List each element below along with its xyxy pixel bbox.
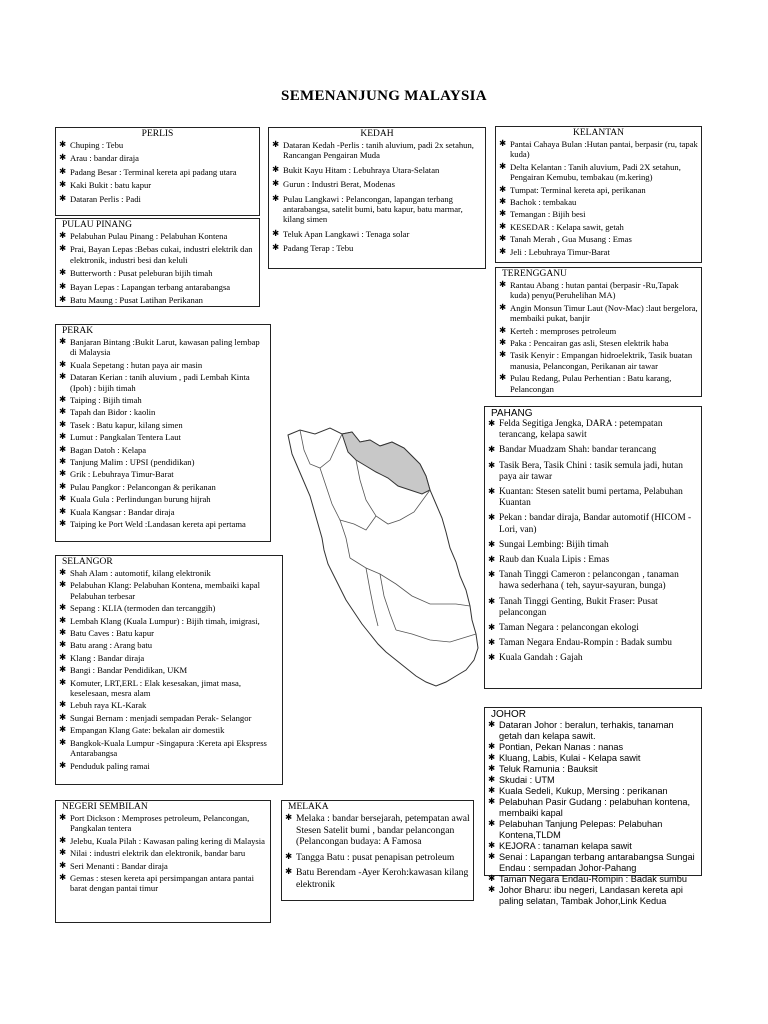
state-item: ✱ Bangkok-Kuala Lumpur -Singapura :Kereta api Ekspress Antarabangsa (59, 738, 280, 759)
state-item: ✱ Taiping : Bijih timah (59, 395, 268, 405)
state-item: ✱ Shah Alam : automotif, kilang elektronik (59, 568, 280, 578)
state-box-kelantan (495, 126, 702, 263)
state-item: ✱ Pelabuhan Tanjung Pelepas: Pelabuhan Kontena,TLDM (488, 819, 699, 841)
state-item: ✱ Komuter, LRT,ERL : Elak kesesakan, jimat masa, keselesaan, mesra alam (59, 678, 280, 699)
state-box-perak (55, 324, 271, 542)
state-items (56, 813, 270, 894)
state-item: ✱ Tapah dan Bidor : kaolin (59, 407, 268, 417)
state-item: ✱ Bandar Muadzam Shah: bandar terancang (488, 445, 699, 456)
state-item: ✱ Kuala Gula : Perlindungan burung hijrah (59, 494, 268, 504)
state-items (282, 813, 473, 891)
state-item: ✱ Taman Negara Endau-Rompin : Badak sumbu (488, 874, 699, 885)
state-items (496, 139, 701, 257)
state-name: PAHANG (491, 408, 533, 419)
state-item: ✱ Jeli : Lebuhraya Timur-Barat (499, 247, 699, 257)
state-item: ✱ Sepang : KLIA (termoden dan tercanggih) (59, 603, 280, 613)
state-item: ✱ Grik : Lebuhraya Timur-Barat (59, 469, 268, 479)
state-item: ✱ Butterworth : Pusat peleburan bijih timah (59, 268, 257, 278)
state-item: ✱ Pulau Pangkor : Pelancongan & perikanan (59, 482, 268, 492)
state-items (496, 280, 701, 394)
state-item: ✱ Padang Terap : Tebu (272, 243, 483, 253)
state-item: ✱ Felda Segitiga Jengka, DARA : petempatan terancang, kelapa sawit (488, 419, 699, 441)
state-box-terengganu (495, 267, 702, 397)
state-item: ✱ Batu arang : Arang batu (59, 640, 280, 650)
state-box-negeri-sembilan (55, 800, 271, 923)
state-item: ✱ Arau : bandar diraja (59, 153, 257, 163)
state-item: ✱ Lembah Klang (Kuala Lumpur) : Bijih timah, imigrasi, (59, 616, 280, 626)
state-item: ✱ Taman Negara Endau-Rompin : Badak sumbu (488, 638, 699, 649)
state-item: ✱ Kuala Gandah : Gajah (488, 653, 699, 664)
state-item: ✱ Dataran Perlis : Padi (59, 194, 257, 204)
state-name: TERENGGANU (502, 269, 567, 279)
state-box-perlis (55, 127, 260, 216)
state-item: ✱ Kluang, Labis, Kulai - Kelapa sawit (488, 753, 699, 764)
state-item: ✱ Klang : Bandar diraja (59, 653, 280, 663)
state-item: ✱ KEJORA : tanaman kelapa sawit (488, 841, 699, 852)
state-item: ✱ Tanah Merah , Gua Musang : Emas (499, 234, 699, 244)
state-item: ✱ Kuantan: Stesen satelit bumi pertama, Pelabuhan Kuantan (488, 487, 699, 509)
state-box-selangor (55, 555, 283, 785)
state-item: ✱ Rantau Abang : hutan pantai (berpasir -Ru,Tapak kuda) penyu(Peruhelihan MA) (499, 280, 699, 301)
state-name: PERLIS (141, 129, 174, 139)
state-item: ✱ Batu Maung : Pusat Latihan Perikanan (59, 295, 257, 305)
state-box-melaka (281, 800, 474, 901)
state-item: ✱ Prai, Bayan Lepas :Bebas cukai, industri elektrik dan elektronik, industri besi dan keluli (59, 244, 257, 265)
state-item: ✱ Pontian, Pekan Nanas : nanas (488, 742, 699, 753)
state-item: ✱ Delta Kelantan : Tanih aluvium, Padi 2X setahun, Pengairan Kemubu, tembakau (m.kering) (499, 162, 699, 183)
state-box-pahang (484, 406, 702, 689)
state-item: ✱ Pantai Cahaya Bulan :Hutan pantai, berpasir (ru, tapak kuda) (499, 139, 699, 160)
state-item: ✱ Batu Berendam -Ayer Keroh:kawasan kilang elektronik (285, 867, 471, 890)
state-item: ✱ Bukit Kayu Hitam : Lebuhraya Utara-Selatan (272, 165, 483, 175)
state-items (56, 568, 282, 771)
peninsular-malaysia-map (280, 420, 485, 695)
state-box-johor (484, 707, 702, 906)
state-item: ✱ Senai : Lapangan terbang antarabangsa Sungai Endau : sempadan Johor-Pahang (488, 852, 699, 874)
state-items (269, 140, 485, 254)
state-item: ✱ Kuala Sedeli, Kukup, Mersing : perikanan (488, 786, 699, 797)
state-item: ✱ Taman Negara : pelancongan ekologi (488, 623, 699, 634)
state-items (56, 231, 259, 305)
state-item: ✱ Paka : Pencairan gas asli, Stesen elektrik haba (499, 338, 699, 348)
state-item: ✱ Dataran Johor : beralun, terhakis, tanaman getah dan kelapa sawit. (488, 720, 699, 742)
state-name: KELANTAN (573, 128, 624, 138)
state-name: NEGERI SEMBILAN (62, 802, 148, 812)
state-item: ✱ Tangga Batu : pusat penapisan petroleum (285, 852, 471, 864)
state-item: ✱ Jelebu, Kuala Pilah : Kawasan paling kering di Malaysia (59, 836, 268, 846)
state-item: ✱ Teluk Apan Langkawi : Tenaga solar (272, 229, 483, 239)
state-item: ✱ Pelabuhan Klang: Pelabuhan Kontena, membaiki kapal Pelabuhan terbesar (59, 580, 280, 601)
state-item: ✱ Pulau Redang, Pulau Perhentian : Batu karang, Pelancongan (499, 373, 699, 394)
state-items (56, 140, 259, 204)
state-item: ✱ Lumut : Pangkalan Tentera Laut (59, 432, 268, 442)
state-item: ✱ Pelabuhan Pulau Pinang : Pelabuhan Kontena (59, 231, 257, 241)
state-item: ✱ Tasek : Batu kapur, kilang simen (59, 420, 268, 430)
state-item: ✱ Temangan : Bijih besi (499, 209, 699, 219)
state-items (485, 419, 701, 665)
state-item: ✱ Chuping : Tebu (59, 140, 257, 150)
state-item: ✱ Kerteh : memproses petroleum (499, 326, 699, 336)
state-name: PULAU PINANG (62, 220, 132, 230)
state-item: ✱ Tanah Tinggi Cameron : pelancongan , tanaman hawa sederhana ( teh, sayur-sayuran, bunga) (488, 570, 699, 592)
state-item: ✱ Johor Bharu: ibu negeri, Landasan kereta api paling selatan, Tambak Johor,Link Kedua (488, 885, 699, 907)
state-box-kedah (268, 127, 486, 269)
state-item: ✱ Tumpat: Terminal kereta api, perikanan (499, 185, 699, 195)
state-item: ✱ Taiping ke Port Weld :Landasan kereta api pertama (59, 519, 268, 529)
state-item: ✱ Bachok : tembakau (499, 197, 699, 207)
state-item: ✱ Gemas : stesen kereta api persimpangan antara pantai barat dengan pantai timur (59, 873, 268, 894)
state-item: ✱ Gurun : Industri Berat, Modenas (272, 179, 483, 189)
state-item: ✱ Banjaran Bintang :Bukit Larut, kawasan paling lembap di Malaysia (59, 337, 268, 358)
state-name: MELAKA (288, 802, 329, 812)
state-items (56, 337, 270, 530)
state-item: ✱ Port Dickson : Memproses petroleum, Pelancongan, Pangkalan tentera (59, 813, 268, 834)
state-item: ✱ Bayan Lepas : Lapangan terbang antarabangsa (59, 282, 257, 292)
state-item: ✱ KESEDAR : Kelapa sawit, getah (499, 222, 699, 232)
state-items (485, 720, 701, 907)
state-item: ✱ Pelabuhan Pasir Gudang : pelabuhan kontena, membaiki kapal (488, 797, 699, 819)
state-name: PERAK (62, 326, 94, 336)
page-title: SEMENANJUNG MALAYSIA (281, 88, 487, 104)
state-item: ✱ Raub dan Kuala Lipis : Emas (488, 555, 699, 566)
state-item: ✱ Dataran Kerian : tanih aluvium , padi Lembah Kinta (Ipoh) : bijih timah (59, 372, 268, 393)
state-box-pulau-pinang (55, 218, 260, 307)
state-name: JOHOR (491, 709, 526, 720)
state-item: ✱ Tasik Bera, Tasik Chini : tasik semula jadi, hutan paya air tawar (488, 461, 699, 483)
state-item: ✱ Batu Caves : Batu kapur (59, 628, 280, 638)
state-item: ✱ Tanjung Malim : UPSI (pendidikan) (59, 457, 268, 467)
state-item: ✱ Angin Monsun Timur Laut (Nov-Mac) :laut bergelora, membaiki pukat, banjir (499, 303, 699, 324)
state-item: ✱ Kuala Sepetang : hutan paya air masin (59, 360, 268, 370)
state-item: ✱ Bagan Datoh : Kelapa (59, 445, 268, 455)
state-item: ✱ Nilai : industri elektrik dan elektronik, bandar baru (59, 848, 268, 858)
state-item: ✱ Pekan : bandar diraja, Bandar automotif (HICOM - Lori, van) (488, 513, 699, 535)
state-item: ✱ Skudai : UTM (488, 775, 699, 786)
state-item: ✱ Kaki Bukit : batu kapur (59, 180, 257, 190)
state-name: KEDAH (360, 129, 394, 139)
state-item: ✱ Sungai Bernam : menjadi sempadan Perak- Selangor (59, 713, 280, 723)
state-name: SELANGOR (62, 557, 113, 567)
state-item: ✱ Padang Besar : Terminal kereta api padang utara (59, 167, 257, 177)
state-item: ✱ Pulau Langkawi : Pelancongan, lapangan terbang antarabangsa, satelit bumi, batu kapur, batu marmar, kilang simen (272, 194, 483, 225)
state-item: ✱ Teluk Ramunia : Bauksit (488, 764, 699, 775)
state-item: ✱ Bangi : Bandar Pendidikan, UKM (59, 665, 280, 675)
state-item: ✱ Tasik Kenyir : Empangan hidroelektrik, Tasik buatan manusia, Pelancongan, Perikanan air tawar (499, 350, 699, 371)
state-item: ✱ Kuala Kangsar : Bandar diraja (59, 507, 268, 517)
state-item: ✱ Seri Menanti : Bandar diraja (59, 861, 268, 871)
state-item: ✱ Lebuh raya KL-Karak (59, 700, 280, 710)
state-item: ✱ Melaka : bandar bersejarah, petempatan awal Stesen Satelit bumi , bandar pelancongan (Pelancongan budaya: A Famosa (285, 813, 471, 848)
state-item: ✱ Penduduk paling ramai (59, 761, 280, 771)
state-item: ✱ Empangan Klang Gate: bekalan air domestik (59, 725, 280, 735)
state-item: ✱ Tanah Tinggi Genting, Bukit Fraser: Pusat pelancongan (488, 597, 699, 619)
state-item: ✱ Sungai Lembing: Bijih timah (488, 540, 699, 551)
state-item: ✱ Dataran Kedah -Perlis : tanih aluvium, padi 2x setahun, Rancangan Pengairan Muda (272, 140, 483, 161)
